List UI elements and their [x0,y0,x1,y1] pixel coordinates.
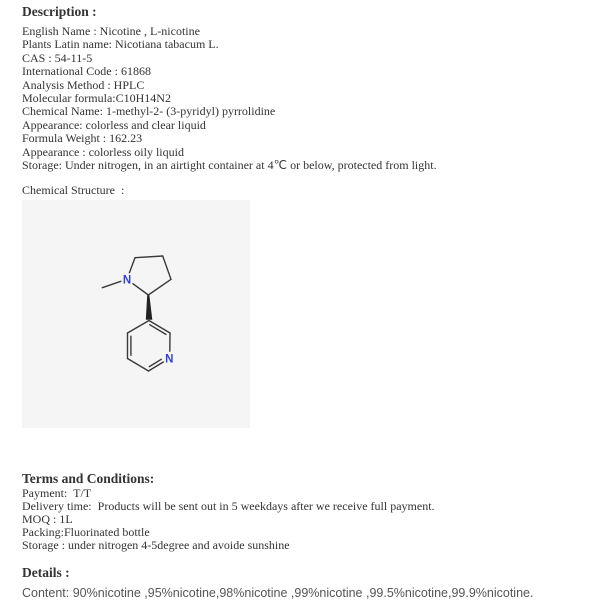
description-line-latin-name: Plants Latin name: Nicotiana tabacum L. [22,37,219,52]
terms-line-payment: Payment: T/T [22,486,92,501]
description-line-appearance-2: Appearance : colorless oily liquid [22,144,184,159]
description-heading: Description : [22,4,97,19]
description-line-formula-weight: Formula Weight : 162.23 [22,131,143,146]
terms-heading: Terms and Conditions: [22,471,155,487]
description-list [22,25,604,172]
pyridine-nitrogen-label: N [165,353,174,366]
nicotine-molecule-drawing [22,200,250,428]
terms-line-storage: Storage : under nitrogen 4-5degree and avoide sunshine [22,538,290,553]
description-line-storage: Storage: Under nitrogen, in an airtight container at 4℃ or below, protected from light. [22,158,437,173]
details-content-line: Content: 90%nicotine ,95%nicotine,98%nicotine ,99%nicotine ,99.5%nicotine,99.9%nicotine. [22,586,534,600]
description-line-chemical-name: Chemical Name: 1-methyl-2- (3-pyridyl) pyrrolidine [22,104,276,119]
chemical-structure-label: Chemical Structure : [22,183,125,198]
terms-list [22,487,604,552]
terms-line-delivery-time: Delivery time: Products will be sent out in 5 weekdays after we receive full payment. [22,499,435,514]
description-line-english-name: English Name : Nicotine , L-nicotine [22,24,200,38]
wedge-bond [146,296,153,321]
description-line-molecular-formula: Molecular formula:C10H14N2 [22,91,171,106]
description-line-cas: CAS : 54-11-5 [22,50,93,65]
description-line-analysis-method: Analysis Method : HPLC [22,77,145,92]
chemical-structure-image [22,200,250,428]
pyridine-ring-bonds [128,321,174,372]
terms-line-moq: MOQ : 1L [22,512,73,527]
pyrrolidine-nitrogen-label: N [122,274,132,287]
description-line-appearance-1: Appearance: colorless and clear liquid [22,117,206,132]
pyrrolidine-ring-bonds [102,256,171,295]
details-heading: Details : [22,565,70,581]
terms-line-packing: Packing:Fluorinated bottle [22,525,150,540]
description-line-international-code: International Code : 61868 [22,64,151,79]
